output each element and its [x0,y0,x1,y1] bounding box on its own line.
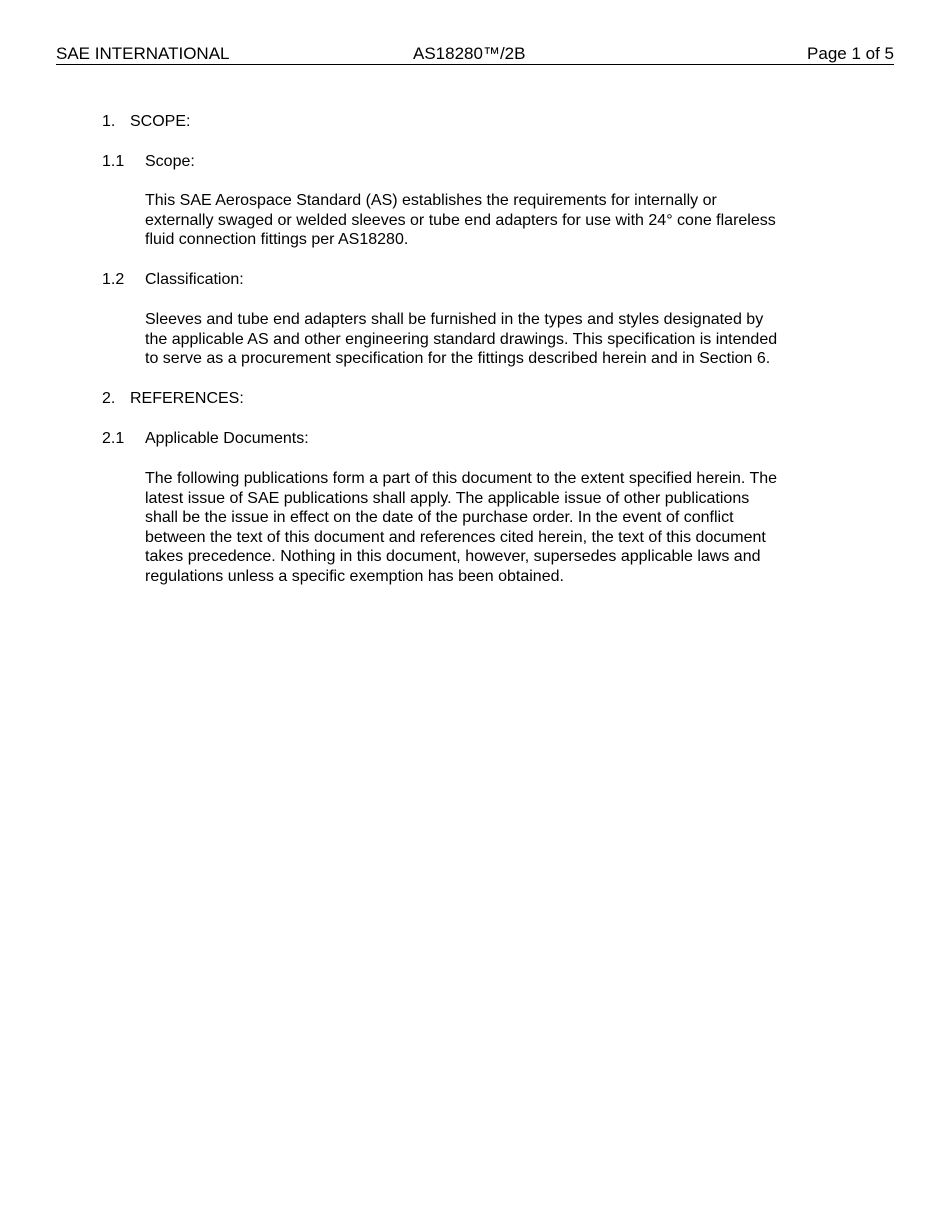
section-title: REFERENCES: [130,390,244,407]
header-organization: SAE INTERNATIONAL [56,44,230,63]
section-2-heading [0,389,950,409]
header-document-number: AS18280™/2B [413,44,526,63]
subsection-number: 2.1 [102,430,125,447]
header-page-label: Page 1 of 5 [807,44,894,63]
subsection-title: Classification: [145,271,244,288]
subsection-title: Scope: [145,153,195,170]
subsection-number: 1.2 [102,271,125,288]
subsection-1-2-heading [0,270,950,290]
subsection-1-1-heading [0,152,950,172]
section-1-heading [0,112,950,132]
section-title: SCOPE: [130,113,191,130]
page-header [56,44,894,65]
subsection-number: 1.1 [102,153,125,170]
subsection-2-1-paragraph: The following publications form a part of this document to the extent specified herein. The latest issue of SAE publications shall apply. The applicable issue of other publications shall be the issue in effect on the date of the purchase order. In the event of conflict between the text of this document and references cited herein, the text of this document takes precedence. Nothing in this document, however, supersedes applicable laws and regulations unless a specific exemption has been obtained. [145,470,778,585]
section-number: 2. [102,390,116,407]
section-number: 1. [102,113,116,130]
subsection-1-1-paragraph: This SAE Aerospace Standard (AS) establishes the requirements for internally or externally swaged or welded sleeves or tube end adapters for use with 24° cone flareless fluid connection fittings per AS18280. [145,192,776,248]
subsection-title: Applicable Documents: [145,430,309,447]
subsection-1-2-paragraph: Sleeves and tube end adapters shall be furnished in the types and styles designated by the applicable AS and other engineering standard drawings. This specification is intended to serve as a procurement specification for the fittings described herein and in Section 6. [145,311,778,367]
subsection-2-1-heading [0,429,950,449]
